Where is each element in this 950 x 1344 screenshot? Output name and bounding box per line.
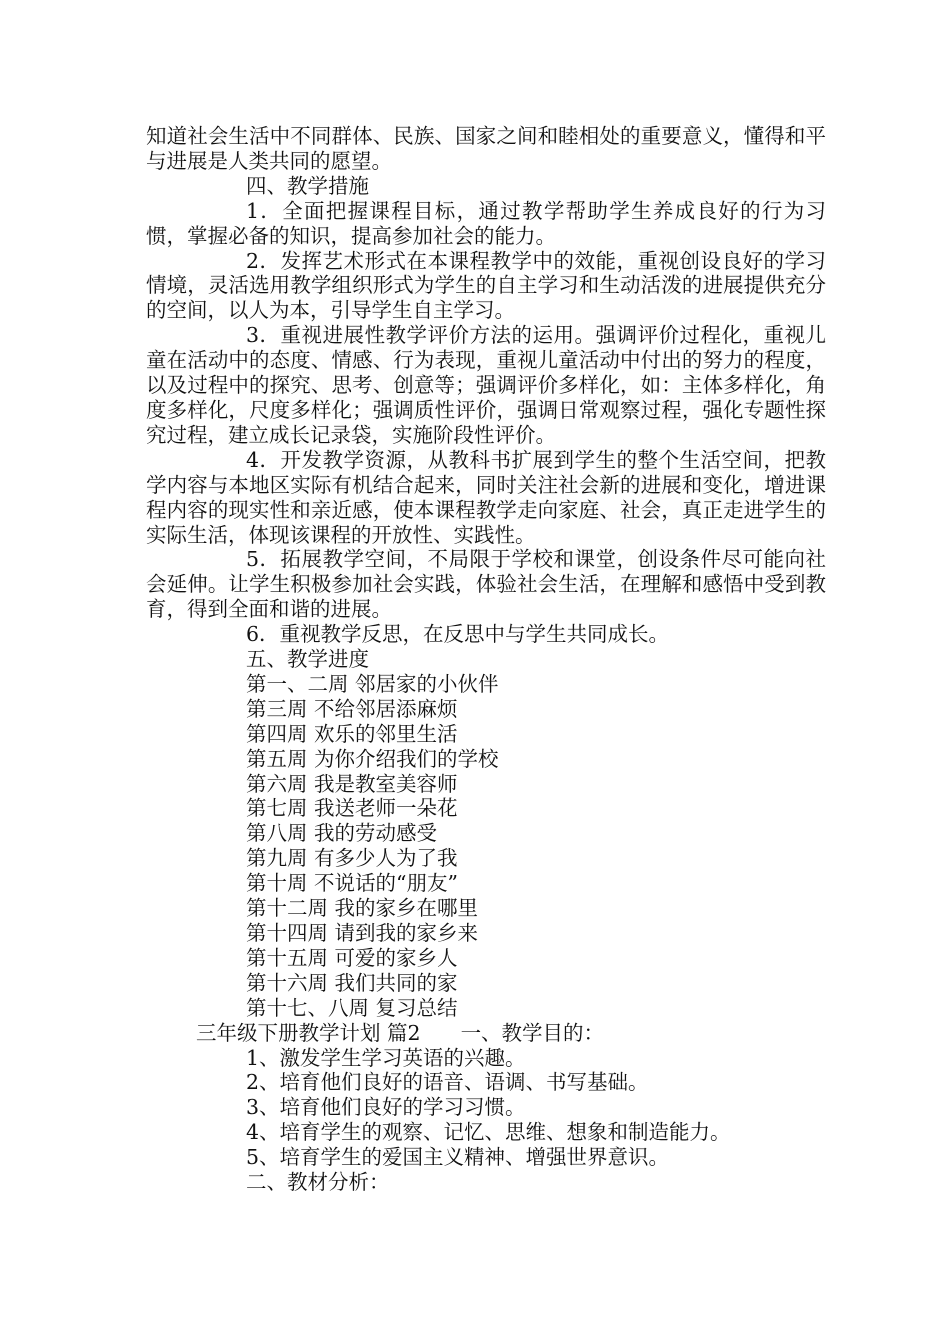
goal-item: 3、培育他们良好的学习习惯。 — [246, 1095, 526, 1120]
schedule-item: 第十五周 可爱的家乡人 — [246, 945, 458, 970]
plan2-title-line — [146, 1021, 826, 1046]
section-heading-schedule: 五、教学进度 — [246, 647, 369, 672]
schedule-item: 第十四周 请到我的家乡来 — [246, 921, 479, 945]
schedule-item: 第九周 有多少人为了我 — [246, 846, 458, 871]
goal-item: 1、激发学生学习英语的兴趣。 — [246, 1045, 526, 1070]
measure-paragraph-2: 2．发挥艺术形式在本课程教学中的效能，重视创设良好的学习情境，灵活选用教学组织形式为学生的自主学习和生动活泼的进展提供充分的空间，以人为本，引导学生自主学习。 — [146, 248, 826, 323]
measure-paragraph-3: 3．重视进展性教学评价方法的运用。强调评价过程化，重视儿童在活动中的态度、情感、行为表现，重视儿童活动中付出的努力的程度，以及过程中的探究、思考、创意等；强调评价多样化，如：主体多样化，角度多样化，尺度多样化；强调质性评价，强调日常观察过程，强化专题性探究过程，建立成长记录袋，实施阶段性评价。 — [146, 323, 826, 447]
schedule-item: 第八周 我的劳动感受 — [246, 821, 438, 846]
measure-paragraph-4: 4．开发教学资源，从教科书扩展到学生的整个生活空间，把教学内容与本地区实际有机结合起来，同时关注社会新的进展和变化，增进课程内容的现实性和亲近感，使本课程教学走向家庭、社会，真正走进学生的实际生活，体现该课程的开放性、实践性。 — [146, 447, 826, 547]
goal-item: 4、培育学生的观察、记忆、思维、想象和制造能力。 — [246, 1120, 731, 1145]
section-heading-measures: 四、教学措施 — [246, 173, 369, 198]
schedule-item: 第六周 我是教室美容师 — [246, 771, 458, 796]
schedule-item: 第七周 我送老师一朵花 — [246, 796, 458, 821]
schedule-item: 第十二周 我的家乡在哪里 — [246, 896, 479, 921]
schedule-item: 第四周 欢乐的邻里生活 — [246, 721, 458, 746]
schedule-item: 第三周 不给邻居添麻烦 — [246, 696, 458, 721]
schedule-item: 第十七、八周 复习总结 — [246, 995, 458, 1020]
schedule-item: 第五周 为你介绍我们的学校 — [246, 746, 499, 771]
schedule-item: 第一、二周 邻居家的小伙伴 — [246, 671, 499, 696]
plan2-title: 三年级下册教学计划 篇2 — [196, 1020, 421, 1045]
intro-paragraph: 知道社会生活中不同群体、民族、国家之间和睦相处的重要意义，懂得和平与进展是人类共同的愿望。 — [146, 124, 826, 173]
schedule-item: 第十六周 我们共同的家 — [246, 970, 458, 995]
document-body — [146, 124, 826, 1195]
measure-paragraph-6: 6．重视教学反思，在反思中与学生共同成长。 — [246, 622, 670, 647]
measure-paragraph-1: 1．全面把握课程目标，通过教学帮助学生养成良好的行为习惯，掌握必备的知识，提高参加社会的能力。 — [146, 198, 826, 248]
section-heading-textbook: 二、教材分析： — [246, 1170, 390, 1195]
goal-item: 5、培育学生的爱国主义精神、增强世界意识。 — [246, 1145, 670, 1170]
plan2-goal-heading: 一、教学目的： — [460, 1020, 605, 1045]
measure-paragraph-5: 5．拓展教学空间，不局限于学校和课堂，创设条件尽可能向社会延伸。让学生积极参加社会实践，体验社会生活，在理解和感悟中受到教育，得到全面和谐的进展。 — [146, 547, 826, 622]
schedule-item: 第十周 不说话的“朋友” — [246, 871, 458, 896]
goal-item: 2、培育他们良好的语音、语调、书写基础。 — [246, 1070, 649, 1095]
